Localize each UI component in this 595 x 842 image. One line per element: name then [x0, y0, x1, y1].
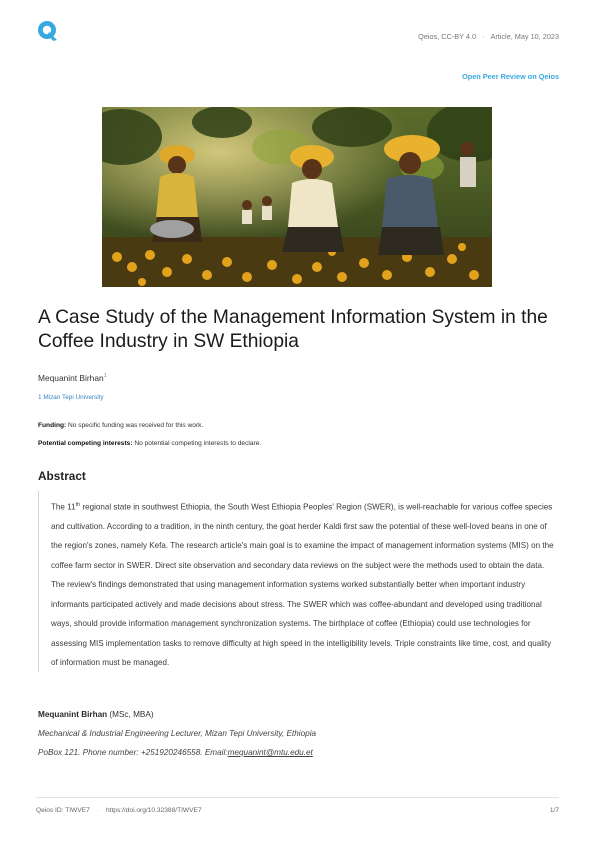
- contact-address-prefix: PoBox 121. Phone number: +251920246558. Email:: [38, 748, 228, 757]
- qeios-logo-icon[interactable]: [37, 20, 59, 42]
- hero-image: [102, 107, 492, 287]
- affiliation: 1 Mizan Tepi University: [38, 394, 104, 401]
- abstract-pre: The 11: [51, 502, 76, 512]
- competing-text: No potential competing interests to declare.: [134, 440, 262, 447]
- contact-name: Mequanint Birhan: [38, 710, 108, 719]
- page-number: 1/7: [549, 807, 559, 814]
- footer-divider: [36, 797, 559, 798]
- competing-interests-statement: [38, 440, 261, 447]
- abstract-heading: Abstract: [38, 469, 86, 483]
- author-name[interactable]: Mequanint Birhan: [38, 373, 104, 383]
- doi-link[interactable]: https://doi.org/10.32388/TIWVE7: [105, 807, 202, 814]
- open-peer-review-link[interactable]: Open Peer Review on Qeios: [462, 72, 559, 81]
- qeios-id: Qeios ID: TIWVE7: [36, 807, 90, 814]
- article-title: A Case Study of the Management Information System in the Coffee Industry in SW Ethiopia: [38, 307, 548, 352]
- header-separator: ·: [482, 32, 485, 41]
- abstract-sup: th: [75, 502, 81, 508]
- article-date: Article, May 10, 2023: [490, 32, 559, 41]
- abstract-text: regional state in southwest Ethiopia, the South West Ethiopia Peoples' Region (SWER), is well-reachable for various coffee species and cultivation. According to a tradition, in the ninth century, the goat herder Kaldi first saw the potential of these well-loved beans in one of the region's zones, namely Kefa. The research article's main goal is to examine the impact of management information systems (MIS) on the coffee farm sector in SWER. Direct site observation and secondary data reviews on the subject were the methods used to obtain the data. The review's findings demonstrated that using management information systems worked substantially better when important industry informants participated actively and made decisions about stress. The SWER which was coffee-abundant and developed using traditional ways, should provide information management synchronization systems. The birthplace of coffee (Ethiopia) could use technologies for assessing MIS implementation tasks to remove difficulty at high speed in the intelligibility levels. Triple constraints like time, cost, and quality of information must be managed.: [51, 502, 554, 667]
- competing-label: Potential competing interests:: [38, 440, 133, 447]
- contact-address: [38, 748, 313, 757]
- funding-statement: [38, 422, 203, 429]
- footer-separator: ·: [96, 807, 99, 814]
- funding-text: No specific funding was received for this work.: [68, 422, 204, 429]
- header-meta: [418, 32, 559, 41]
- contact-position: Mechanical & Industrial Engineering Lecturer, Mizan Tepi University, Ethiopia: [38, 729, 317, 738]
- author-affiliation-marker: 1: [103, 373, 107, 380]
- contact-name-line: [38, 710, 154, 719]
- contact-email-link[interactable]: mequanint@mtu.edu.et: [227, 748, 313, 757]
- contact-degrees: (MSc, MBA): [109, 710, 154, 719]
- footer-meta: [36, 807, 202, 814]
- funding-label: Funding:: [38, 422, 67, 429]
- author-line: [38, 373, 107, 383]
- license-text: Qeios, CC-BY 4.0: [418, 32, 477, 41]
- abstract-paragraph: [51, 496, 560, 672]
- abstract-body: [38, 491, 560, 672]
